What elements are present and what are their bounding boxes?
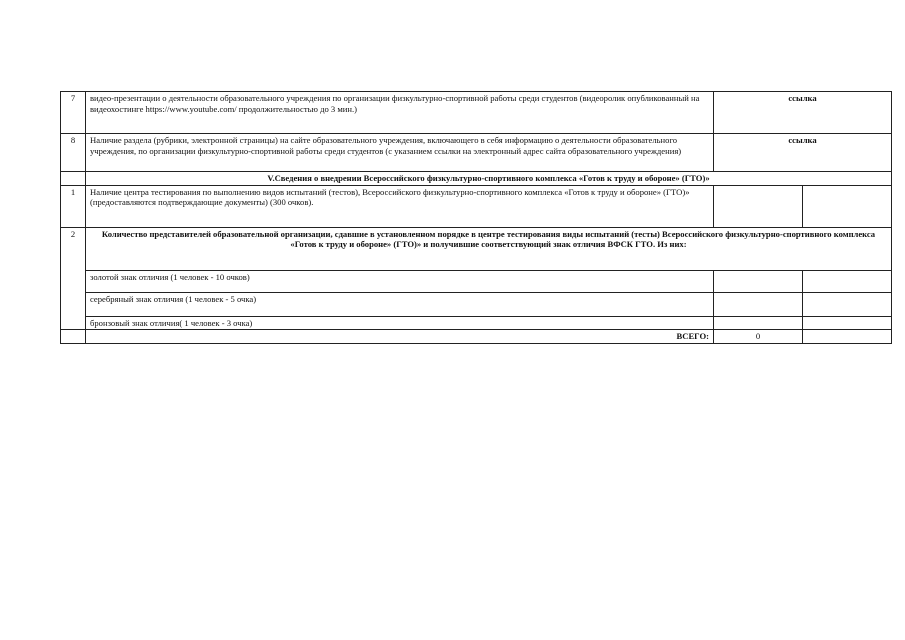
table-row-bronze [61,316,892,330]
value-cell [803,185,892,227]
table-row-gold [61,270,892,292]
row-number: 7 [61,92,86,134]
row-description: видео-презентации о деятельности образовательного учреждения по организации физкультурно-спортивной работы среди студентов (видеоролик опубликованный на видеохостинге https://www.youtube.com/ продолжительностью до 3 мин.) [86,92,714,134]
link-cell[interactable]: ссылка [714,134,892,172]
row-number: 2 [61,227,86,330]
row-description: серебряный знак отличия (1 человек - 5 очка) [86,292,714,316]
row-heading: Количество представителей образовательной организации, сдавшие в установленном порядке в центре тестирования виды испытаний (тесты) Всероссийского физкультурно-спортивного комплекса «Готов к труду и обороне» (ГТО)» и получившие соответствующий знак отличия ВФСК ГТО. Из них: [86,227,892,270]
table-row-8 [61,134,892,172]
empty-cell [61,172,86,186]
table-row-gto-1 [61,185,892,227]
total-value: 0 [714,330,803,344]
value-cell [714,185,803,227]
value-cell [803,292,892,316]
row-description: золотой знак отличия (1 человек - 10 очков) [86,270,714,292]
table-row-7 [61,92,892,134]
row-description: бронзовый знак отличия( 1 человек - 3 очка) [86,316,714,330]
total-row [61,330,892,344]
row-number: 8 [61,134,86,172]
total-label: ВСЕГО: [86,330,714,344]
value-cell [803,270,892,292]
row-number: 1 [61,185,86,227]
value-cell [714,292,803,316]
value-cell [803,316,892,330]
value-cell [714,270,803,292]
evaluation-table [60,91,892,344]
section-header-row [61,172,892,186]
value-cell [714,316,803,330]
row-description: Наличие раздела (рубрики, электронной страницы) на сайте образовательного учреждения, включающего в себя информацию о деятельности образовательного учреждения, по организации физкультурно-спортивной работы среди студентов (с указанием ссылки на электронный адрес сайта образовательного учреждения) [86,134,714,172]
empty-cell [61,330,86,344]
section-title: V.Сведения о внедрении Всероссийского физкультурно-спортивного комплекса «Готов к труду и обороне» (ГТО)» [86,172,892,186]
table-row-gto-2 [61,227,892,270]
value-cell [803,330,892,344]
row-description: Наличие центра тестирования по выполнению видов испытаний (тестов), Всероссийского физкультурно-спортивного комплекса «Готов к труду и обороне» (ГТО)» (предоставляются подтверждающие документы) (300 очков). [86,185,714,227]
table-row-silver [61,292,892,316]
link-cell[interactable]: ссылка [714,92,892,134]
